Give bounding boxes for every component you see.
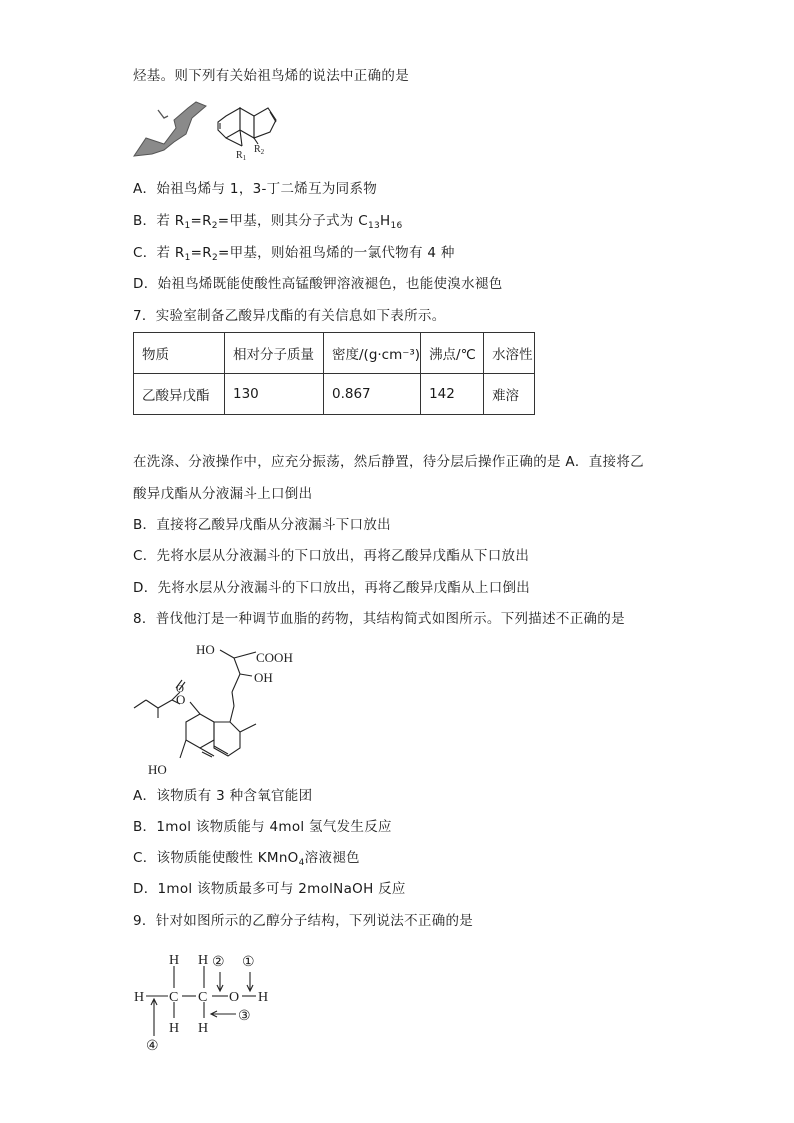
q7-stem: 7．实验室制备乙酸异戊酯的有关信息如下表所示。 (133, 308, 446, 324)
table-cell: 难溶 (484, 374, 535, 415)
q8-option-c: C．该物质能使酸性 KMnO$_4$溶液褪色 (133, 850, 360, 868)
q9-ethanol-figure (132, 944, 282, 1058)
table-header-row (134, 333, 535, 374)
q8-stem: 8．普伐他汀是一种调节血脂的药物，其结构简式如图所示。下列描述不正确的是 (133, 611, 625, 627)
carbonyl-o-label: O (176, 683, 184, 695)
q6-option-c: C．若 $R_1=R_2=$甲基，则始祖鸟烯的一氯代物有 4 种 (133, 245, 455, 263)
cooh-label: COOH (256, 650, 293, 665)
ester-o-label: O (176, 692, 186, 707)
q8-option-d: D．1mol 该物质最多可与 2molNaOH 反应 (133, 881, 406, 897)
table-header-cell: 相对分子质量 (225, 333, 324, 374)
svg-text:R1 (236, 150, 247, 162)
q6-option-a: A．始祖鸟烯与 1，3-丁二烯互为同系物 (133, 181, 378, 197)
atom-h: H (134, 990, 145, 1005)
table-header-cell: 水溶性 (484, 333, 535, 374)
r2-subscript: 2 (260, 148, 265, 156)
bond-label-3: ③ (238, 1009, 251, 1024)
q6-option-b: B．若 $R_1=R_2=$甲基，则其分子式为 $C_{13}H_{16}$ (133, 213, 403, 231)
q6-figure (130, 98, 280, 168)
atom-h: H (258, 990, 269, 1005)
table-header-cell: 密度/(g·cm⁻³) (324, 333, 421, 374)
q8-option-a: A．该物质有 3 种含氧官能团 (133, 788, 313, 804)
q7-text-line1: 在洗涤、分液操作中，应充分振荡，然后静置，待分层后操作正确的是 A．直接将乙 (133, 454, 644, 470)
q7-option-d: D．先将水层从分液漏斗的下口放出，再将乙酸异戊酯从上口倒出 (133, 580, 531, 596)
atom-c: C (169, 990, 179, 1005)
ho-bottom-label: HO (148, 762, 167, 777)
r2-label: R (254, 144, 261, 155)
q8-option-b: B．1mol 该物质能与 4mol 氢气发生反应 (133, 819, 392, 835)
table-cell: 乙酸异戊酯 (134, 374, 225, 415)
q7-info-table (133, 332, 535, 415)
q6-stem-tail: 烃基。则下列有关始祖鸟烯的说法中正确的是 (133, 68, 409, 84)
q6-option-d: D．始祖鸟烯既能使酸性高锰酸钾溶液褪色，也能使溴水褪色 (133, 276, 503, 292)
svg-text:R2 (254, 144, 265, 156)
q7-option-c: C．先将水层从分液漏斗的下口放出，再将乙酸异戊酯从下口放出 (133, 548, 530, 564)
table-row (134, 374, 535, 415)
atom-o: O (229, 990, 240, 1005)
atom-h: H (169, 953, 180, 968)
q7-option-b: B．直接将乙酸异戊酯从分液漏斗下口放出 (133, 517, 391, 533)
atom-h: H (198, 953, 209, 968)
table-cell: 0.867 (324, 374, 421, 415)
bond-label-2: ② (212, 955, 225, 970)
q7-text-line2: 酸异戊酯从分液漏斗上口倒出 (133, 486, 313, 502)
bond-label-1: ① (242, 955, 255, 970)
table-header-cell: 沸点/℃ (421, 333, 484, 374)
ho-top-label: HO (196, 642, 215, 657)
table-cell: 142 (421, 374, 484, 415)
atom-h: H (198, 1021, 209, 1036)
oh-label: OH (254, 670, 273, 685)
table-cell: 130 (225, 374, 324, 415)
q8-figure (132, 636, 332, 788)
bird-icon (134, 102, 206, 156)
r1-label: R (236, 150, 243, 161)
atom-c: C (198, 990, 208, 1005)
bond-label-4: ④ (146, 1039, 159, 1054)
table-header-cell: 物质 (134, 333, 225, 374)
r1-subscript: 1 (242, 154, 247, 162)
atom-h: H (169, 1021, 180, 1036)
q9-stem: 9．针对如图所示的乙醇分子结构，下列说法不正确的是 (133, 913, 474, 929)
